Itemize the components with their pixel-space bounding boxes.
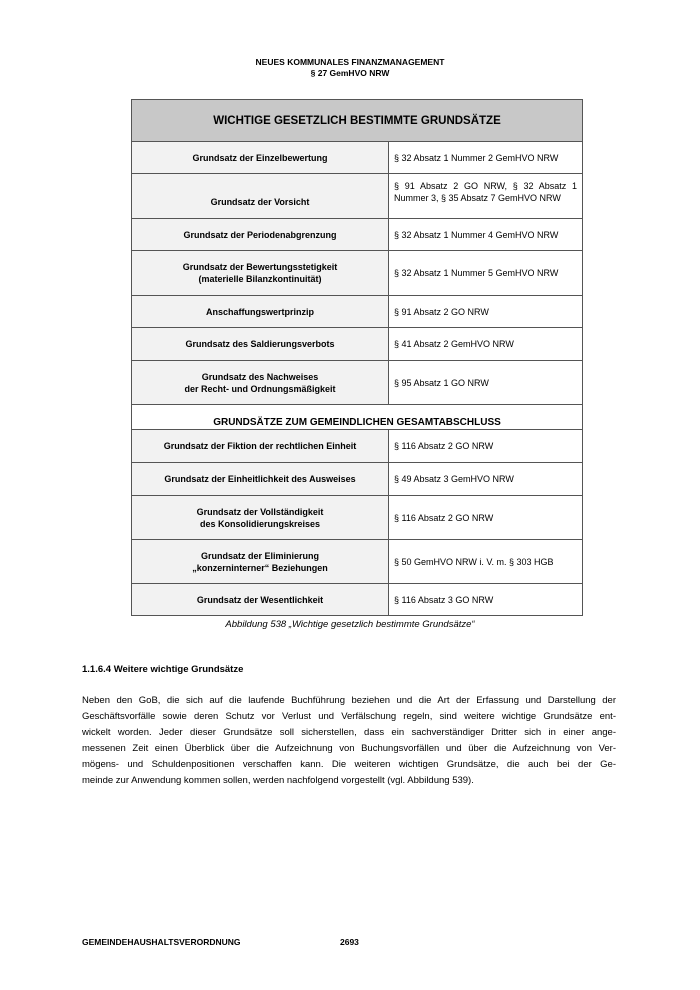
legal-reference: § 116 Absatz 3 GO NRW	[389, 584, 583, 616]
table-row	[132, 251, 583, 296]
legal-reference: § 91 Absatz 2 GO NRW	[389, 296, 583, 328]
paragraph-line: wickelt worden. Jeder dieser Grundsätze soll sicherstellen, dass ein sachverständiger Dritter sich in einer ange-	[82, 727, 616, 738]
legal-reference: § 49 Absatz 3 GemHVO NRW	[389, 463, 583, 496]
table-row	[132, 540, 583, 584]
principle-name: Grundsatz des Saldierungsverbots	[132, 328, 389, 361]
legal-reference: § 116 Absatz 2 GO NRW	[389, 496, 583, 540]
legal-reference: § 32 Absatz 1 Nummer 2 GemHVO NRW	[389, 142, 583, 174]
table-row	[132, 496, 583, 540]
section-subheading: GRUNDSÄTZE ZUM GEMEINDLICHEN GESAMTABSCHLUSS	[132, 405, 583, 430]
table-row	[132, 361, 583, 405]
header-title: NEUES KOMMUNALES FINANZMANAGEMENT	[255, 57, 445, 67]
page-number: 2693	[340, 937, 359, 947]
principles-table	[131, 99, 583, 616]
paragraph-line: Geschäftsvorfälle sowie deren Schutz vor Verlust und Verfälschung regeln, sind weitere wichtige Grundsätze ent-	[82, 711, 616, 722]
principle-name: Grundsatz der Periodenabgrenzung	[132, 219, 389, 251]
principle-name: Grundsatz der Vollständigkeit des Konsolidierungskreises	[132, 496, 389, 540]
legal-reference: § 95 Absatz 1 GO NRW	[389, 361, 583, 405]
principle-name: Grundsatz der Einheitlichkeit des Ausweises	[132, 463, 389, 496]
principle-name: Grundsatz der Wesentlichkeit	[132, 584, 389, 616]
legal-reference: § 32 Absatz 1 Nummer 5 GemHVO NRW	[389, 251, 583, 296]
table-row	[132, 430, 583, 463]
table-row	[132, 142, 583, 174]
body-paragraph	[82, 693, 616, 789]
legal-reference: § 32 Absatz 1 Nummer 4 GemHVO NRW	[389, 219, 583, 251]
paragraph-line: messenen Zeit einen Überblick über die Aufzeichnung von Buchungsvorfällen und über die Aufzeichnung von Ver-	[82, 743, 616, 754]
principle-name: Grundsatz der Eliminierung „konzerninterner“ Beziehungen	[132, 540, 389, 584]
principle-name: Anschaffungswertprinzip	[132, 296, 389, 328]
table-title: WICHTIGE GESETZLICH BESTIMMTE GRUNDSÄTZE	[132, 100, 583, 142]
table-row	[132, 219, 583, 251]
table-row	[132, 296, 583, 328]
figure-caption: Abbildung 538 „Wichtige gesetzlich bestimmte Grundsätze“	[225, 619, 475, 630]
paragraph-line: meinde zur Anwendung kommen sollen, werden nachfolgend vorgestellt (vgl. Abbildung 539).	[82, 775, 474, 786]
legal-reference: § 91 Absatz 2 GO NRW, § 32 Absatz 1 Nummer 3, § 35 Absatz 7 GemHVO NRW	[389, 174, 583, 219]
table-row	[132, 584, 583, 616]
paragraph-line: Neben den GoB, die sich auf die laufende Buchführung beziehen und die Art der Erfassung und Darstellung der	[82, 695, 616, 706]
page-header	[0, 57, 700, 79]
legal-reference: § 41 Absatz 2 GemHVO NRW	[389, 328, 583, 361]
legal-reference: § 116 Absatz 2 GO NRW	[389, 430, 583, 463]
legal-reference: § 50 GemHVO NRW i. V. m. § 303 HGB	[389, 540, 583, 584]
table-row	[132, 328, 583, 361]
table-row	[132, 174, 583, 219]
section-heading: 1.1.6.4 Weitere wichtige Grundsätze	[82, 664, 244, 675]
footer-title: GEMEINDEHAUSHALTSVERORDNUNG	[82, 937, 241, 947]
table-row	[132, 463, 583, 496]
principle-name: Grundsatz der Bewertungsstetigkeit (materielle Bilanzkontinuität)	[132, 251, 389, 296]
paragraph-line: mögens- und Schuldenpositionen verschaffen kann. Die weiteren wichtigen Grundsätze, die auch bei der Ge-	[82, 759, 616, 770]
principle-name: Grundsatz der Einzelbewertung	[132, 142, 389, 174]
principle-name: Grundsatz des Nachweises der Recht- und Ordnungsmäßigkeit	[132, 361, 389, 405]
principle-name: Grundsatz der Vorsicht	[132, 174, 389, 219]
principle-name: Grundsatz der Fiktion der rechtlichen Einheit	[132, 430, 389, 463]
header-subtitle: § 27 GemHVO NRW	[310, 68, 390, 78]
